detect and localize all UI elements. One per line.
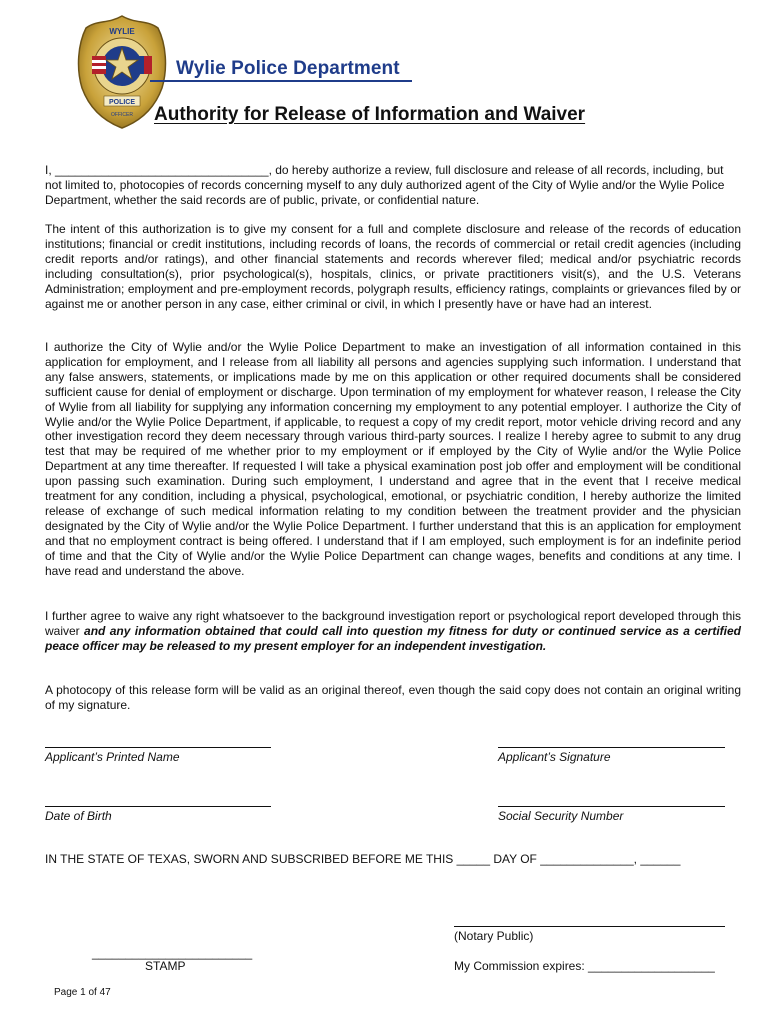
department-rule <box>150 80 412 82</box>
paragraph-intent: The intent of this authorization is to give my consent for a full and complete disclosure and release of the records of education institutions; financial or credit institutions, including records of loans, the records of commercial or retail credit agencies (including credit reports and/or ratings), and other financial statements and records wherever filed; medical and/or psychiatric records including consultation(s), prior psychological(s), hospitals, clinics, or private practitioners visit(s), and the U.S. Veterans Administration; employment and pre-employment records, polygraph results, efficiency ratings, complaints or grievances filed by or against me or another person in any case, either criminal or civil, in which I presently have or have had an interest. <box>45 222 741 311</box>
p1-rest: , do hereby authorize a review, full disclosure and release of all records, including, but not limited to, photocopies of records concerning myself to any duly authorized agent of the City of Wylie and/or the Wylie Police Department, whether the said records are of public, private, or confidential nature. <box>45 163 725 207</box>
p4-bold: and any information obtained that could call into question my fitness for duty or continued service as a certified peace officer may be released to my present employer for an independent investigation. <box>45 623 742 653</box>
name-blank[interactable]: ________________________________ <box>55 163 269 177</box>
paragraph-waiver <box>45 609 741 654</box>
commission-expires: My Commission expires: ___________________ <box>454 959 715 973</box>
badge-text-middle: POLICE <box>108 99 136 106</box>
stamp-line: ________________________ <box>92 946 253 960</box>
paragraph-photocopy: A photocopy of this release form will be valid as an original thereof, even though the said copy does not contain an original writing of my signature. <box>45 683 741 712</box>
ssn-label: Social Security Number <box>498 809 624 823</box>
signature-line[interactable] <box>498 747 725 748</box>
p1-prefix: I, <box>45 163 56 177</box>
sworn-statement: IN THE STATE OF TEXAS, SWORN AND SUBSCRIBED BEFORE ME THIS _____ DAY OF ______________, ______ <box>45 852 681 866</box>
paragraph-authorization <box>45 163 741 208</box>
signature-label: Applicant’s Signature <box>498 750 611 764</box>
p4-plain: I further agree to waive any right whatsoever to the background investigation report or psychological report developed through this waiver <box>45 609 741 638</box>
printed-name-line[interactable] <box>45 747 271 748</box>
badge-text-top: WYLIE <box>109 27 135 36</box>
department-name: Wylie Police Department <box>176 58 400 79</box>
dob-line[interactable] <box>45 806 271 807</box>
notary-line[interactable] <box>454 926 725 927</box>
document-title: Authority for Release of Information and Waiver <box>154 104 586 125</box>
badge-text-bottom: OFFICER <box>111 112 133 118</box>
page-number: Page 1 of 47 <box>54 987 111 998</box>
dob-label: Date of Birth <box>45 809 112 823</box>
printed-name-label: Applicant’s Printed Name <box>45 750 180 764</box>
ssn-line[interactable] <box>498 806 725 807</box>
paragraph-investigation: I authorize the City of Wylie and/or the Wylie Police Department to make an investigation of all information contained in this application for employment, and I release from all liability all persons and agencies supplying such information. I understand that any false answers, statements, or implications made by me on this application or other required documents shall be considered sufficient cause for denial of employment or discharge. Upon termination of my employment for whatever reason, I release the City of Wylie from all liability for supplying any information concerning my employment to any potential employer. I authorize the City of Wylie and/or the Wylie Police Department, if applicable, to request a copy of my credit report, motor vehicle driving record and any other investigation record they deem necessary through various third-party sources. I realize I hereby agree to submit to any drug test that may be required of me whether prior to my employment or if employed by the City of Wylie and/or the Wylie Police Department at any time thereafter. If requested I will take a physical examination post job offer and employment will be conditional upon passing such examination. During such employment, I understand and agree that in the event that I receive medical treatment for any condition, including a physical, psychological, emotional, or psychiatric condition, I hereby authorize the limited release of exchange of such medical information relating to my condition between the treatment provider and the physician designated by the City of Wylie and/or the Wylie Police Department. I further understand that this is an application for employment and that no employment contract is being offered. I understand that if I am employed, such employment is for an indefinite period of time and that the City of Wylie and/or the Wylie Police Department can change wages, benefits and conditions at any time. I have read and understand the above. <box>45 340 741 578</box>
stamp-label: STAMP <box>145 959 186 973</box>
notary-label: (Notary Public) <box>454 929 534 943</box>
